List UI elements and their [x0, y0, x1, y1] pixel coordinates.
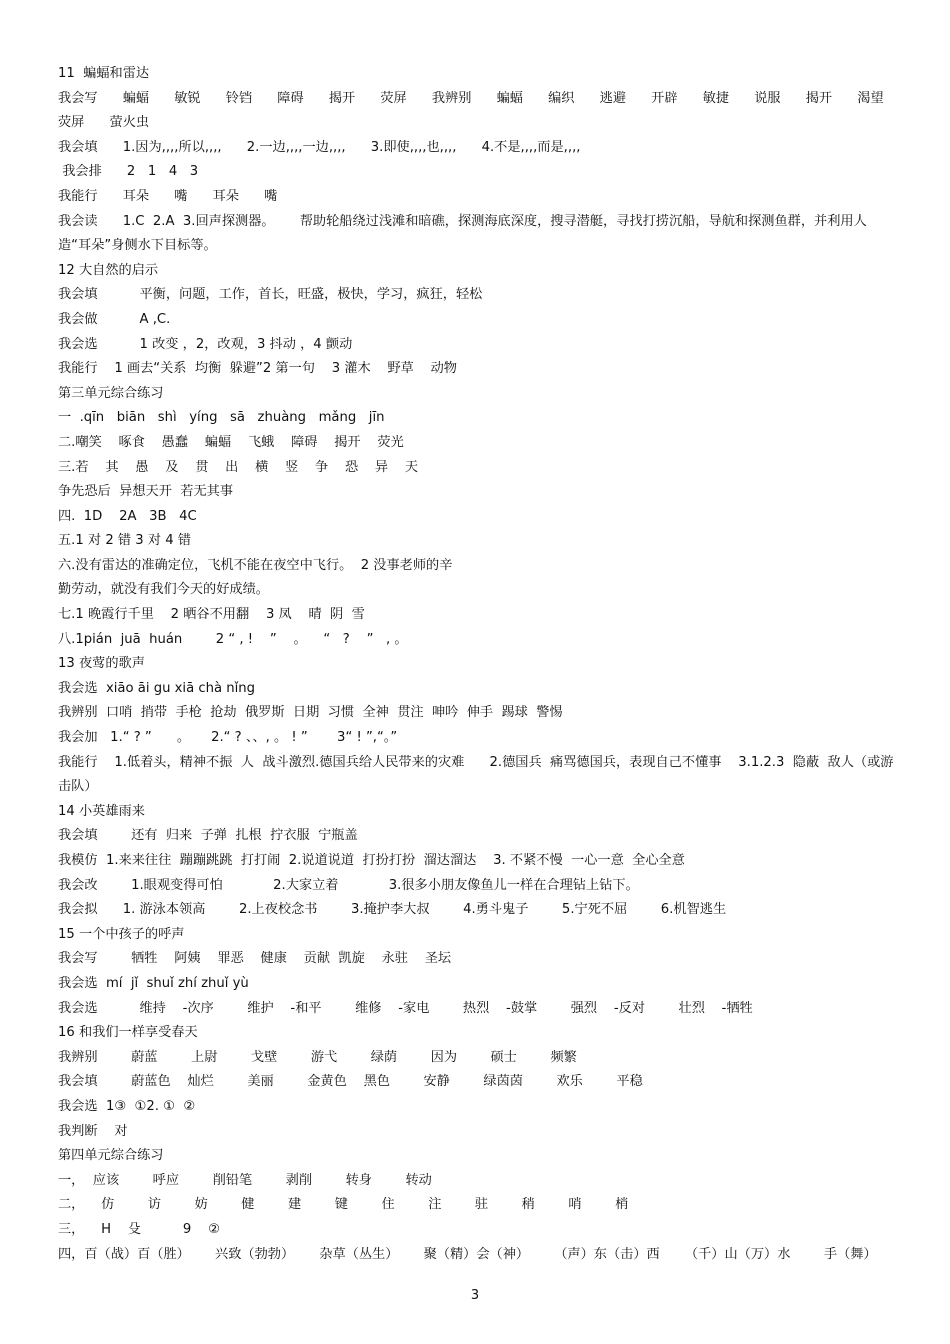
lesson-15-title: 15 一个中孩子的呼声 [58, 926, 185, 942]
lesson-14-fill: 我会填 还有 归来 子弹 扎根 拧衣服 宁瓶盖 [58, 828, 358, 844]
lesson-12-title: 12 大自然的启示 [58, 262, 159, 278]
unit-4-part-3: 三， H 殳 9 ② [58, 1221, 220, 1237]
lesson-12-fill: 我会填 平衡，问题，工作，首长，旺盛，极快，学习，疯狂，轻松 [58, 287, 483, 303]
lesson-15-choose-pairs: 我会选 维持 -次序 维护 -和平 维修 -家电 热烈 -鼓掌 强烈 -反对 壮烈 -牺牲 [58, 1000, 753, 1016]
lesson-16-choose: 我会选 1③ ①2. ① ② [58, 1098, 196, 1114]
unit-3-part-4: 四. 1D 2A 3B 4C [58, 508, 197, 524]
lesson-12-can-do: 我能行 1 画去“关系 均衡 躲避”2 第一句 3 灌木 野草 动物 [58, 361, 457, 377]
lesson-13-can-do: 我能行 1.低着头，精神不振 人 战斗激烈.德国兵给人民带来的灾难 2.德国兵 痛骂德国兵，表现自己不懂事 3.1.2.3 隐蔽 敌人（或游击队） [58, 754, 894, 795]
lesson-13-add: 我会加 1.“ ? ” 。 2.“ ? 、、, 。 ! ” 3“ ! ”,“。” [58, 730, 398, 746]
unit-4-title: 第四单元综合练习 [58, 1148, 164, 1164]
lesson-14-revise: 我会改 1.眼观变得可怕 2.大家立着 3.很多小朋友像鱼儿一样在合理钻上钻下。 [58, 877, 639, 893]
unit-3-part-6: 六.没有雷达的准确定位，飞机不能在夜空中飞行。 2 没事老师的辛 [58, 557, 453, 573]
lesson-13-title: 13 夜莺的歌声 [58, 656, 145, 672]
lesson-11-fill: 我会填 1.因为,,,,所以,,,, 2.一边,,,,一边,,,, 3.即使,,,,也,,,, 4.不是,,,,而是,,,, [58, 139, 581, 155]
unit-3-title: 第三单元综合练习 [58, 385, 164, 401]
lesson-16-title: 16 和我们一样享受春天 [58, 1025, 198, 1041]
lesson-11-write-words: 我会写 蝙蝠 敏锐 铃铛 障碍 揭开 荧屏 我辨别 蝙蝠 编织 逃避 开辟 敏捷 说服 揭开 渴望 荧屏 萤火虫 [58, 90, 909, 131]
page-number: 3 [470, 1288, 480, 1303]
lesson-16-judge: 我判断 对 [58, 1123, 128, 1139]
lesson-14-title: 14 小英雄雨来 [58, 803, 145, 819]
lesson-13-distinguish: 我辨别 口哨 捎带 手枪 抢劫 俄罗斯 日期 习惯 全神 贯注 呻吟 伸手 踢球 警惕 [58, 705, 563, 721]
unit-3-part-5: 五.1 对 2 错 3 对 4 错 [58, 533, 192, 549]
lesson-11-read: 我会读 1.C 2.A 3.回声探测器。 帮助轮船绕过浅滩和暗礁，探测海底深度，搜寻潜艇，寻找打捞沉船，导航和探测鱼群，并利用人造“耳朵”身侧水下目标等。 [58, 213, 867, 254]
unit-4-part-2: 二， 仿 访 妨 健 建 键 住 注 驻 稍 哨 梢 [58, 1197, 629, 1213]
lesson-12-do: 我会做 A ,C. [58, 311, 171, 327]
lesson-14-draft: 我会拟 1. 游泳本领高 2.上夜校念书 3.掩护李大叔 4.勇斗鬼子 5.宁死不屈 6.机智逃生 [58, 902, 727, 918]
lesson-15-write: 我会写 牺牲 阿姨 罪恶 健康 贡献 凯旋 永驻 圣坛 [58, 951, 452, 967]
unit-3-part-2: 二.嘲笑 啄食 愚蠢 蝙蝠 飞蛾 障碍 揭开 荧光 [58, 434, 404, 450]
unit-4-part-4: 四，百（战）百（胜） 兴致（勃勃） 杂草（丛生） 聚（精）会（神） （声）东（击）西 （千）山（万）水 手（舞） [58, 1246, 877, 1262]
lesson-12-choose: 我会选 1 改变 ，2，改观，3 抖动 ，4 颤动 [58, 336, 353, 352]
unit-3-part-3-idioms: 争先恐后 异想天开 若无其事 [58, 484, 234, 500]
unit-3-part-8: 八.1pián juā huán 2 “ , ! ” 。 “ ? ” , 。 [58, 631, 408, 647]
unit-4-part-1: 一， 应该 呼应 削铅笔 剥削 转身 转动 [58, 1172, 432, 1188]
unit-3-part-1: 一 .qīn biān shì yíng sā zhuàng mǎng jīn [58, 410, 385, 426]
unit-3-part-7: 七.1 晚霞行千里 2 晒谷不用翻 3 凤 晴 阴 雪 [58, 607, 365, 623]
lesson-16-distinguish: 我辨别 蔚蓝 上尉 戈壁 游弋 绿荫 因为 硕士 频繁 [58, 1049, 577, 1065]
unit-3-part-3: 三.若 其 愚 及 贯 出 横 竖 争 恐 异 天 [58, 459, 419, 475]
lesson-11-can-do: 我能行 耳朵 嘴 耳朵 嘴 [58, 188, 278, 204]
unit-3-part-6-cont: 勤劳动，就没有我们今天的好成绩。 [58, 582, 269, 598]
lesson-14-imitate: 我模仿 1.来来往往 蹦蹦跳跳 打打闹 2.说道说道 打扮打扮 溜达溜达 3. 不紧不慢 一心一意 全心全意 [58, 853, 685, 868]
lesson-11-title: 11 蝙蝠和雷达 [58, 66, 150, 81]
lesson-13-choose: 我会选 xiāo āi gu xiā chà nǐng [58, 680, 255, 696]
document-body [58, 62, 909, 1267]
lesson-11-order: 我会排 2 1 4 3 [58, 164, 199, 180]
lesson-15-choose-pinyin: 我会选 mí jǐ shuǐ zhí zhuǐ yù [58, 975, 249, 991]
lesson-16-fill: 我会填 蔚蓝色 灿烂 美丽 金黄色 黑色 安静 绿茵茵 欢乐 平稳 [58, 1074, 643, 1090]
